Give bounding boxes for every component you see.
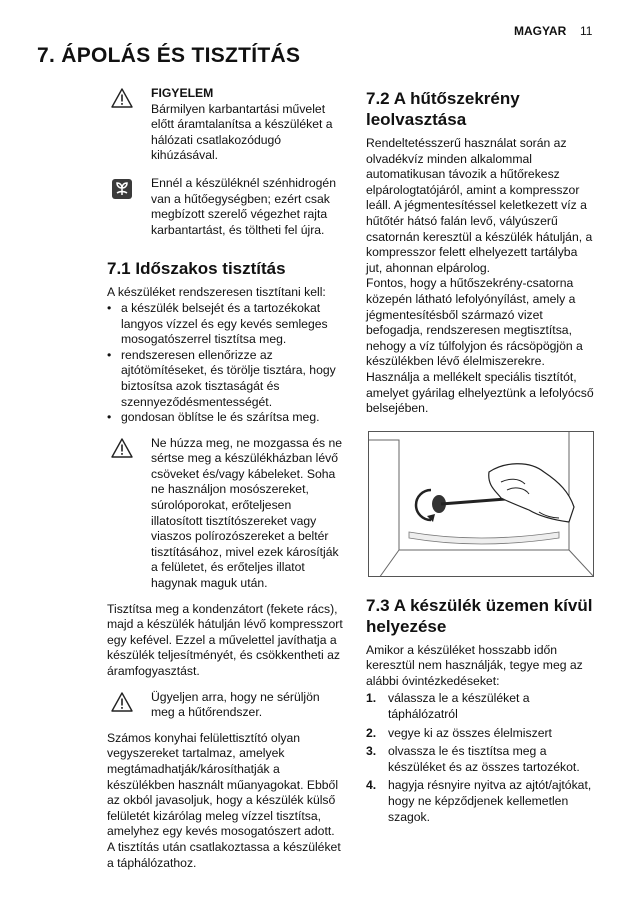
- section-7-1-title-text: Időszakos tisztítás: [135, 259, 286, 279]
- section-7-2-title-text: A hűtőszekrény leolvasztása: [366, 89, 520, 129]
- section-7-3-title-text: A készülék üzemen kívül helyezése: [366, 595, 593, 636]
- section-7-1-title: [107, 258, 345, 279]
- warning-pipes-text: Ne húzza meg, ne mozgassa és ne sértse meg a készülékházban lévő csöveket és/vagy kábeleket. Soha ne használjon mosószereket, súrolóporokat, erőteljesen illatosított tisztítószereket vagy viaszos polírozószereket a beltér tisztításához, mivel ezek károsítják a felületet, és erőteljes illatot hagynak maguk után.: [151, 435, 343, 591]
- header-language: MAGYAR: [514, 24, 567, 38]
- warning-title: FIGYELEM: [151, 86, 214, 100]
- step-number: 4.: [366, 778, 377, 793]
- list-item: [366, 744, 594, 775]
- section-7-3-number: 7.3: [366, 595, 390, 615]
- section-7-2-number: 7.2: [366, 89, 390, 108]
- list-item: • a készülék belsejét és a tartozékokat langyos vízzel és egy kevés semleges mosogatószerrel tisztítsa meg.: [107, 301, 345, 348]
- list-item: • rendszeresen ellenőrizze az ajtótömítéseket, és törölje tisztára, hogy biztosítsa azok tisztaságát és szennyeződésmentességét.: [107, 348, 345, 410]
- left-column: [107, 86, 345, 871]
- note-refrigerant-text: Ennél a készüléknél szénhidrogén van a hűtőegységben; ezért csak megbízott szerelő végezhet rajta karbantartást, és töltheti fel újra.: [151, 175, 336, 237]
- section-7-3-intro: Amikor a készüléket hosszabb időn keresztül nem használják, tegye meg az alábbi óvintézkedéseket:: [366, 642, 583, 688]
- chapter-number: 7.: [37, 44, 56, 67]
- step-text: hagyja résnyire nyitva az ajtót/ajtókat, hogy ne képződjenek kellemetlen szagok.: [388, 778, 592, 824]
- environment-icon: [111, 178, 133, 200]
- drain-cleaning-illustration: [369, 432, 594, 577]
- step-text: vegye ki az összes élelmiszert: [388, 725, 552, 740]
- list-item: [366, 778, 594, 825]
- reconnect-text: A tisztítás után csatlakoztassa a készüléket a táphálózathoz.: [107, 839, 341, 870]
- right-column: [366, 88, 594, 828]
- step-number: 2.: [366, 725, 377, 740]
- list-item: [366, 691, 594, 722]
- section-7-3-title: [366, 595, 594, 637]
- step-number: 3.: [366, 744, 377, 759]
- cleaners-text: Számos konyhai felülettisztító olyan vegyszereket tartalmaz, amelyek megtámadhatják/károsíthatják a készülékben használt műanyagokat. Ebből az okból javasoljuk, hogy a készülék külső felületét kizárólag meleg vízzel tisztítsa, amelyhez egy kevés mosogatószert adott.: [107, 730, 339, 839]
- step-number: 1.: [366, 691, 377, 706]
- warning-general-text: Bármilyen karbantartási művelet előtt áramtalanítsa a készüléket a hálózati csatlakozódugó kihúzásával.: [151, 101, 333, 163]
- defrost-para-2: Fontos, hogy a hűtőszekrény-csatorna közepén látható lefolyónyílást, amely a jégmentesítésből származó vizet befogadja, rendszeresen megtisztítsa, nehogy a víz túlfolyjon és rácsöpögjön a készülékben lévő élelmiszerekre. Használja a mellékelt speciális tisztítót, amelyet gyárilag elhelyeztünk a lefolyócső belsejében.: [366, 276, 594, 416]
- warning-general: [107, 86, 345, 164]
- section-7-1-number: 7.1: [107, 259, 131, 279]
- warning-triangle-icon: [111, 438, 133, 458]
- defrost-cleaning-illustration: [368, 431, 594, 577]
- defrost-para-1: Rendeltetésszerű használat során az olvadékvíz minden alkalommal automatikusan távozik a hűtőrekesz elpárologtatójáról, amint a kompresszor leáll. A jégmentesítéssel keletkezett víz a hűtőtér hátsó falán levő, vályúszerű csatornán keresztül a készülék hátulján, a kompresszor felett elhelyezett tartályba jut, ahonnan elpárolog.: [366, 136, 593, 275]
- warning-pipes: [107, 436, 345, 592]
- warning-triangle-icon: [111, 88, 133, 108]
- list-item: • gondosan öblítse le és szárítsa meg.: [107, 410, 345, 426]
- section-7-1-intro: A készüléket rendszeresen tisztítani kell:: [107, 285, 326, 300]
- note-refrigerant: [107, 176, 345, 238]
- cleaning-bullets: [107, 301, 345, 426]
- step-text: válassza le a készüléket a táphálózatról: [388, 691, 530, 722]
- chapter-title-text: ÁPOLÁS ÉS TISZTÍTÁS: [61, 44, 301, 67]
- warning-cooling-text: Ügyeljen arra, hogy ne sérüljön meg a hűtőrendszer.: [151, 689, 320, 720]
- warning-cooling: [107, 690, 345, 721]
- list-item: [366, 726, 594, 742]
- page-number: 11: [580, 24, 593, 38]
- chapter-title: [37, 44, 300, 68]
- section-7-2-title: [366, 88, 594, 130]
- step-text: olvassza le és tisztítsa meg a készüléket és az összes tartozékot.: [388, 744, 580, 774]
- condenser-text: Tisztítsa meg a kondenzátort (fekete rács), majd a készülék hátulján lévő kompresszort egy kefével. Ezzel a művelettel javíthatja a készülék teljesítményét, és csökkentheti az áramfogyasztást.: [107, 601, 343, 678]
- warning-triangle-icon: [111, 692, 133, 712]
- shutdown-steps: [366, 691, 594, 825]
